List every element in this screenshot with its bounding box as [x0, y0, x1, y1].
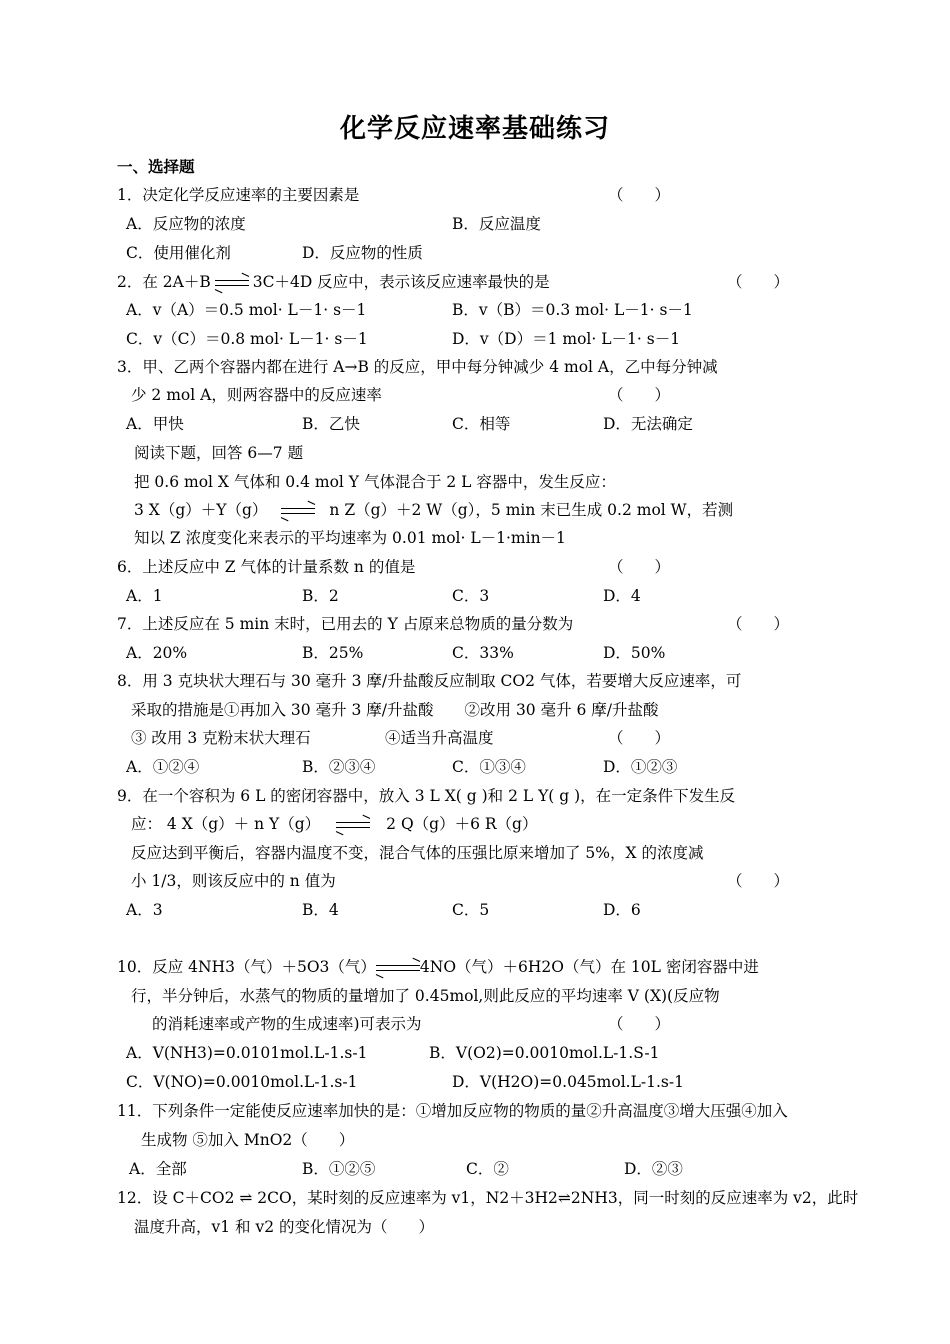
- reading-line-3: [134, 500, 733, 520]
- q7-option-c: C．33%: [452, 644, 514, 662]
- q2-option-d: D．v（D）＝1 mol· L－1· s－1: [452, 330, 681, 348]
- question-12-line-2: 温度升高，v1 和 v2 的变化情况为（ ）: [134, 1218, 435, 1236]
- answer-blank: （ ）: [608, 386, 671, 404]
- answer-blank: （ ）: [727, 872, 790, 890]
- question-3-line-1: 3．甲、乙两个容器内都在进行 A→B 的反应，甲中每分钟减少 4 mol A，乙中每分钟减: [117, 358, 718, 376]
- q7-option-b: B．25%: [302, 644, 364, 662]
- q2-stem-post: 3C＋4D 反应中，表示该反应速率最快的是: [252, 273, 550, 291]
- q7-option-a: A．20%: [126, 644, 188, 662]
- answer-blank: （ ）: [727, 273, 790, 291]
- equilibrium-arrow-icon: [336, 819, 370, 831]
- q8-option-d: D．①②③: [603, 758, 678, 776]
- q3-option-b: B．乙快: [302, 415, 360, 433]
- question-11-line-1: 11．下列条件一定能使反应速率加快的是：①增加反应物的物质的量②升高温度③增大压强④加入: [117, 1102, 788, 1120]
- q3-option-a: A．甲快: [126, 415, 184, 433]
- q6-option-b: B．2: [302, 587, 339, 605]
- q9-option-d: D．6: [603, 901, 641, 919]
- q11-option-c: C．②: [466, 1160, 509, 1178]
- equilibrium-arrow-icon: [281, 505, 315, 517]
- q1-option-b: B．反应温度: [452, 215, 541, 233]
- question-8-line-2: 采取的措施是①再加入 30 毫升 3 摩/升盐酸 ②改用 30 毫升 6 摩/升盐酸: [131, 701, 659, 719]
- q9-eq-right: 2 Q（g）＋6 R（g）: [386, 815, 538, 833]
- q1-option-d: D．反应物的性质: [302, 244, 423, 262]
- answer-blank: （ ）: [608, 558, 671, 576]
- question-9-line-1: 9．在一个容积为 6 L 的密闭容器中，放入 3 L X( g )和 2 L Y( g )，在一定条件下发生反: [117, 787, 736, 805]
- q3-option-c: C．相等: [452, 415, 511, 433]
- question-7-stem: 7．上述反应在 5 min 末时，已用去的 Y 占原来总物质的量分数为: [117, 615, 574, 633]
- question-9-line-4: 小 1/3，则该反应中的 n 值为: [131, 872, 336, 890]
- q10-eq-right: 4NO（气）＋6H2O（气）在 10L 密闭容器中进: [419, 958, 759, 976]
- question-9-line-2: [131, 814, 537, 834]
- question-10-line-3: 的消耗速率或产物的生成速率)可表示为: [152, 1015, 422, 1033]
- q3-option-d: D．无法确定: [603, 415, 693, 433]
- q8-option-c: C．①③④: [452, 758, 526, 776]
- answer-blank: （ ）: [608, 729, 671, 747]
- q8-option-b: B．②③④: [302, 758, 376, 776]
- question-8-line-3b: ④适当升高温度: [385, 729, 494, 747]
- question-9-line-3: 反应达到平衡后，容器内温度不变，混合气体的压强比原来增加了 5%，X 的浓度减: [131, 844, 704, 862]
- question-1-stem: 1．决定化学反应速率的主要因素是: [117, 186, 360, 204]
- answer-blank: （ ）: [608, 186, 671, 204]
- q1-option-a: A．反应物的浓度: [126, 215, 246, 233]
- question-10-line-2: 行，半分钟后，水蒸气的物质的量增加了 0.45mol,则此反应的平均速率 V (X)(反应物: [131, 987, 720, 1005]
- equilibrium-arrow-icon: [215, 277, 249, 289]
- answer-blank: （ ）: [727, 615, 790, 633]
- q6-option-d: D．4: [603, 587, 641, 605]
- q10-option-b: B．V(O2)=0.0010mol.L-1.S-1: [429, 1044, 660, 1062]
- question-12-line-1: 12．设 C＋CO2 ⇌ 2CO，某时刻的反应速率为 v1，N2＋3H2⇌2NH3，同一时刻的反应速率为 v2，此时: [117, 1189, 859, 1207]
- q9-eq-left: 应： 4 X（g）＋ n Y（g）: [131, 815, 321, 833]
- q10-option-a: A．V(NH3)=0.0101mol.L-1.s-1: [126, 1044, 368, 1062]
- q7-option-d: D．50%: [603, 644, 666, 662]
- reading-eq-right: n Z（g）＋2 W（g），5 min 末已生成 0.2 mol W，若测: [329, 501, 734, 519]
- q2-option-b: B．v（B）＝0.3 mol· L－1· s－1: [452, 301, 693, 319]
- q1-option-c: C．使用催化剂: [126, 244, 231, 262]
- q6-option-a: A．1: [126, 587, 163, 605]
- reading-line-2: 把 0.6 mol X 气体和 0.4 mol Y 气体混合于 2 L 容器中，发生反应：: [134, 473, 616, 491]
- q11-option-a: A．全部: [129, 1160, 187, 1178]
- question-6-stem: 6．上述反应中 Z 气体的计量系数 n 的值是: [117, 558, 416, 576]
- answer-blank: （ ）: [608, 1015, 671, 1033]
- reading-eq-left: 3 X（g）＋Y（g）: [134, 501, 268, 519]
- q9-option-a: A．3: [126, 901, 163, 919]
- q10-option-c: C．V(NO)=0.0010mol.L-1.s-1: [126, 1073, 358, 1091]
- question-8-line-3a: ③ 改用 3 克粉末状大理石: [131, 729, 311, 747]
- page-title: 化学反应速率基础练习: [339, 114, 610, 144]
- question-2-stem: [117, 272, 550, 292]
- q11-option-b: B．①②⑤: [302, 1160, 376, 1178]
- q8-option-a: A．①②④: [126, 758, 200, 776]
- reading-intro: 阅读下题，回答 6—7 题: [134, 444, 304, 462]
- q2-stem-pre: 2．在 2A＋B: [117, 273, 211, 291]
- reading-line-4: 知以 Z 浓度变化来表示的平均速率为 0.01 mol· L－1·min－1: [134, 529, 566, 547]
- section-heading: 一、选择题: [117, 157, 195, 176]
- question-3-line-2: 少 2 mol A，则两容器中的反应速率: [131, 386, 382, 404]
- equilibrium-arrow-icon: [376, 962, 420, 974]
- q2-option-c: C．v（C）＝0.8 mol· L－1· s－1: [126, 330, 368, 348]
- question-11-line-2: 生成物 ⑤加入 MnO2（ ）: [141, 1131, 355, 1149]
- q10-eq-left: 10．反应 4NH3（气）＋5O3（气）: [117, 958, 376, 976]
- question-10-line-1: [117, 957, 759, 977]
- question-8-line-1: 8．用 3 克块状大理石与 30 毫升 3 摩/升盐酸反应制取 CO2 气体，若要增大反应速率，可: [117, 672, 742, 690]
- q10-option-d: D．V(H2O)=0.045mol.L-1.s-1: [452, 1073, 684, 1091]
- q9-option-c: C．5: [452, 901, 490, 919]
- q6-option-c: C．3: [452, 587, 490, 605]
- q9-option-b: B．4: [302, 901, 339, 919]
- q11-option-d: D．②③: [624, 1160, 683, 1178]
- q2-option-a: A．v（A）＝0.5 mol· L－1· s－1: [126, 301, 367, 319]
